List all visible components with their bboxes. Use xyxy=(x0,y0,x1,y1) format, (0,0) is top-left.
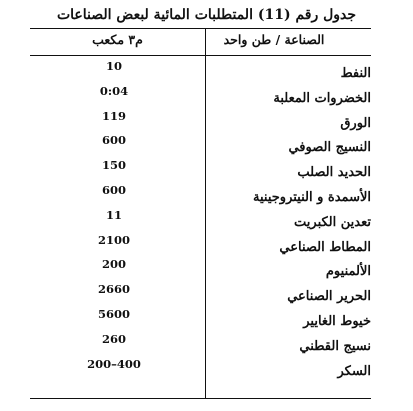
table-row xyxy=(30,207,371,232)
industry-cell: الحرير الصناعي xyxy=(287,289,371,305)
table-row xyxy=(30,132,371,157)
table-bottom-rule xyxy=(30,398,371,399)
table-row xyxy=(30,256,371,281)
industry-cell: المطاط الصناعي xyxy=(279,239,371,255)
table-top-rule xyxy=(30,28,371,29)
table-row xyxy=(30,356,371,381)
table-row xyxy=(30,331,371,356)
table-row xyxy=(30,83,371,108)
table-row xyxy=(30,281,371,306)
volume-cell: 10 xyxy=(105,59,122,73)
industry-cell: الألمنيوم xyxy=(325,264,371,280)
industry-cell: النفط xyxy=(340,66,371,81)
volume-cell: 11 xyxy=(105,207,122,222)
industry-cell: النسيج الصوفي xyxy=(288,140,371,156)
table-row xyxy=(30,108,371,133)
industry-cell: الأسمدة و النيتروجينية xyxy=(253,189,371,205)
industry-cell: الخضروات المعلبة xyxy=(273,90,371,106)
volume-cell: 200–400 xyxy=(87,356,141,371)
industry-cell: السكر xyxy=(337,363,371,379)
table-row xyxy=(30,157,371,182)
industry-cell: نسيج القطني xyxy=(299,338,371,354)
industry-cell: الورق xyxy=(340,115,371,131)
volume-cell: 600 xyxy=(101,133,126,148)
table-caption: جدول رقم (11) المتطلبات المائية لبعض الصناعات xyxy=(56,7,357,23)
volume-cell: 2660 xyxy=(97,282,130,297)
header-industry: الصناعة / طن واحد xyxy=(223,32,325,47)
volume-cell: 200 xyxy=(101,257,126,272)
table-header-rule xyxy=(30,55,371,56)
volume-cell: 600 xyxy=(101,182,126,197)
volume-cell: 0:04 xyxy=(99,83,129,98)
table-row xyxy=(30,58,371,83)
table-row xyxy=(30,232,371,257)
volume-cell: 150 xyxy=(101,158,126,173)
table-row xyxy=(30,306,371,331)
table-body xyxy=(30,58,371,380)
header-volume: م٣ مكعب xyxy=(92,32,143,47)
table-row xyxy=(30,182,371,207)
industry-cell: الحديد الصلب xyxy=(297,165,371,181)
volume-cell: 5600 xyxy=(97,306,130,321)
industry-cell: تعدين الكبريت xyxy=(294,214,371,230)
volume-cell: 260 xyxy=(101,331,126,346)
water-requirements-table xyxy=(30,28,371,400)
industry-cell: خيوط الغايير xyxy=(303,313,371,329)
volume-cell: 119 xyxy=(101,108,126,123)
volume-cell: 2100 xyxy=(97,232,130,247)
